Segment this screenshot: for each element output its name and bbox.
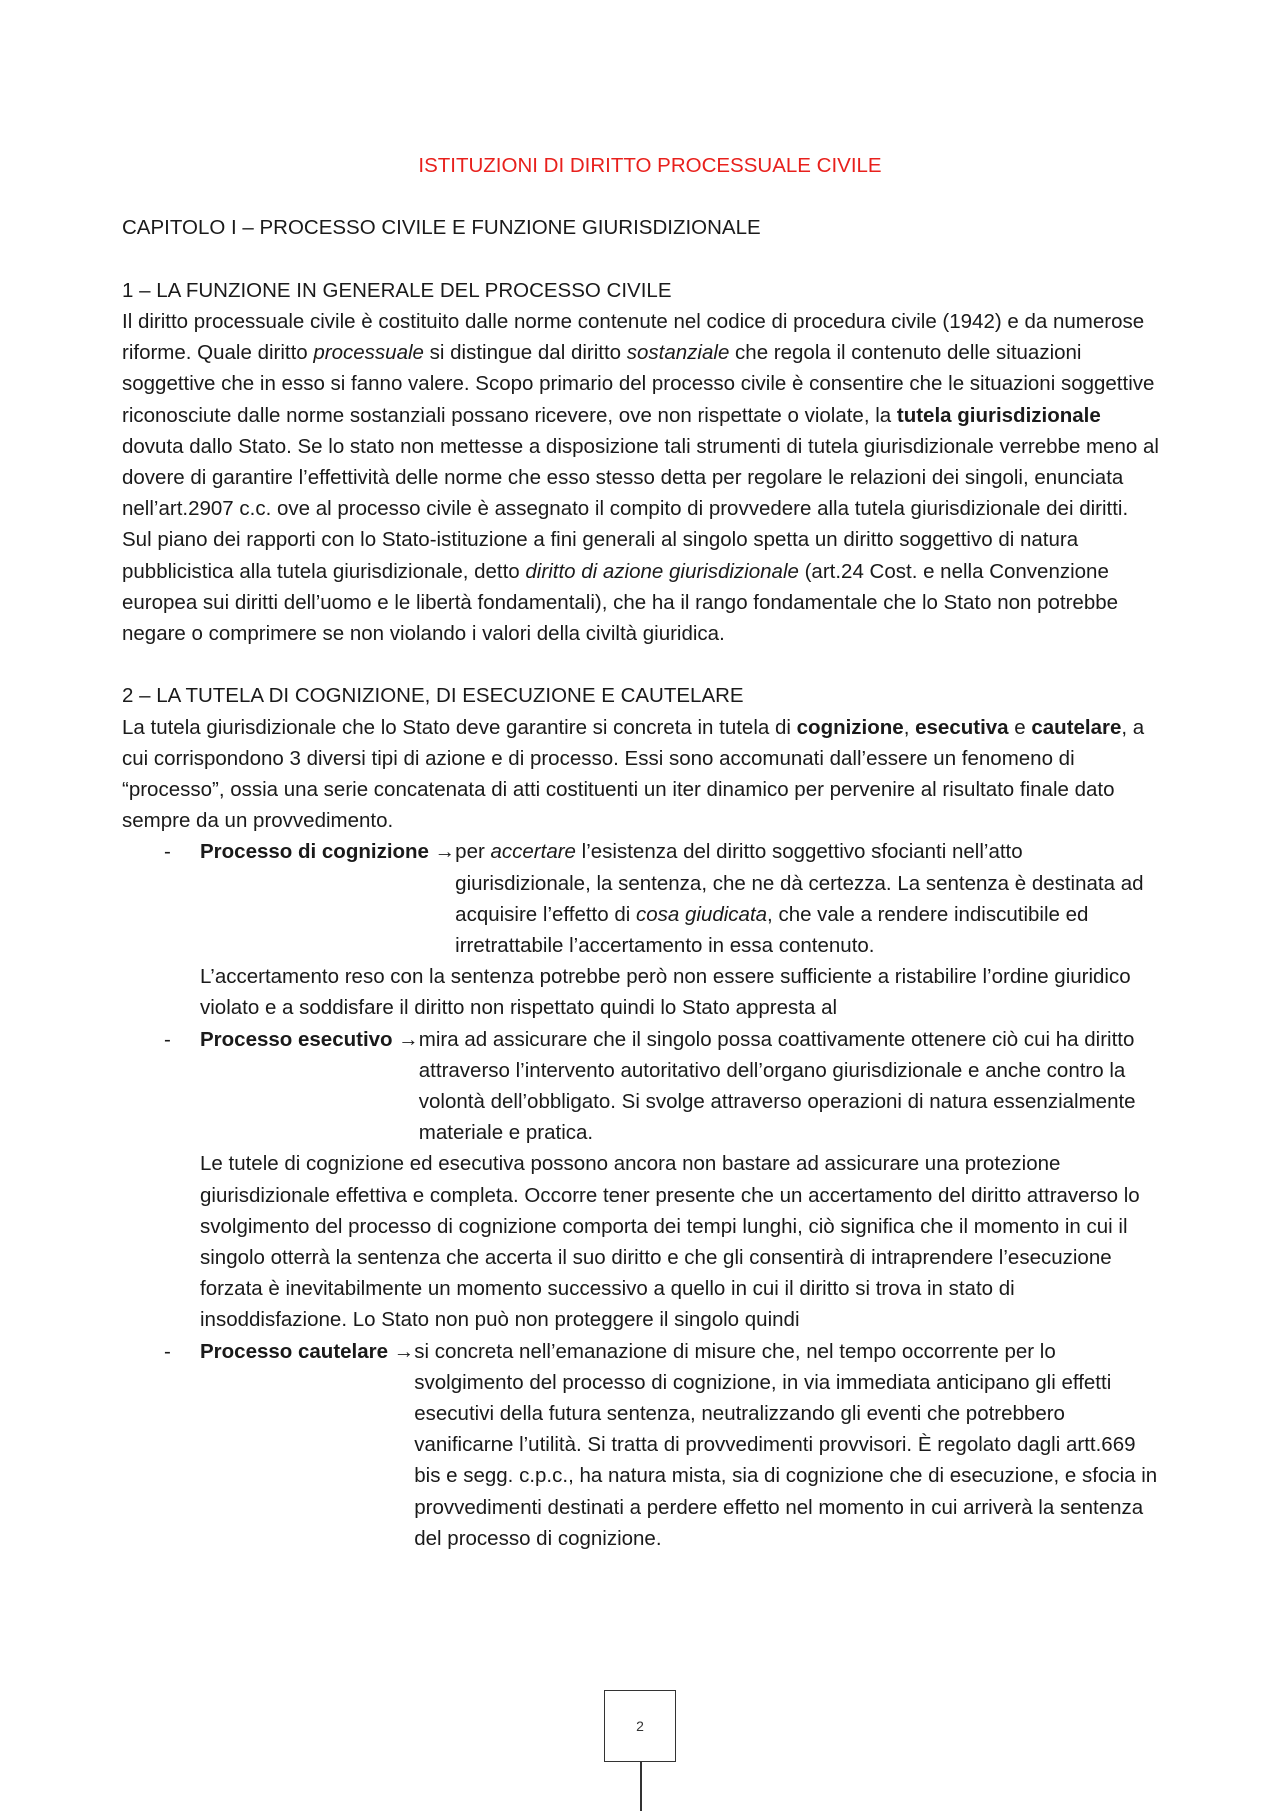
section-1-paragraph-1: Il diritto processuale civile è costituito dalle norme contenute nel codice di procedura civile (1942) e da numerose riforme. Quale diritto processuale si distingue dal diritto sostanziale che regola il contenuto delle situazioni soggettive che in esso si fanno valere. Scopo primario del processo civile è consentire che le situazioni soggettive riconosciute dalle norme sostanziali possano ricevere, ove non rispettate o violate, la tutela giurisdizionale dovuta dallo Stato. Se lo stato non mettesse a disposizione tali strumenti di tutela giurisdizionale verrebbe meno al dovere di garantire l’effettività delle norme che esso stesso detta per regolare le relazioni dei singoli, enunciata nell’art.2907 c.c. ove al processo civile è assegnato il compito di provvedere alla tutela giurisdizionale dei diritti.: [122, 309, 1159, 521]
document-body: [122, 150, 1162, 1554]
section-2-paragraph-1: La tutela giurisdizionale che lo Stato deve garantire si concreta in tutela di cognizione, esecutiva e cautelare, a cui corrispondono 3 diversi tipi di azione e di processo. Essi sono accomunati dall’essere un fenomeno di “processo”, ossia una serie concatenata di atti costituenti un iter dinamico per pervenire al risultato finale dato sempre da un provvedimento.: [122, 715, 1145, 833]
transition-paragraph-2: Le tutele di cognizione ed esecutiva possono ancora non bastare ad assicurare una protezione giurisdizionale effettiva e completa. Occorre tener presente che un accertamento del diritto attraverso lo svolgimento del processo di cognizione comporta dei tempi lunghi, ciò significa che il momento in cui il singolo otterrà la sentenza che accerta il suo diritto e che gli consentirà di intraprendere l’esecuzione forzata è inevitabilmente un momento successivo a quello in cui il diritto si trova in stato di insoddisfazione. Lo Stato non può non proteggere il singolo quindi: [200, 1152, 1140, 1332]
bullet-dash: -: [164, 840, 171, 864]
bullet-dash: -: [164, 1339, 171, 1363]
arrow-icon: →: [434, 840, 456, 864]
arrow-icon: →: [398, 1027, 419, 1051]
bullet-dash: -: [164, 1027, 171, 1051]
bullet-processo-cautelare: - Processo cautelare → si concreta nell’emanazione di misure che, nel tempo occorrente per lo svolgimento del processo di cognizione, in via immediata anticipano gli effetti esecutivi della futura sentenza, neutralizzando gli eventi che potrebbero vanificarne l’utilità. Si tratta di provvedimenti provvisori. È regolato dagli artt.669 bis e segg. c.p.c., ha natura mista, sia di cognizione che di esecuzione, e sfocia in provvedimenti destinati a perdere effetto nel momento in cui arriverà la sentenza del processo di cognizione.: [122, 1336, 1162, 1554]
bullet-processo-cognizione: - Processo di cognizione → per accertare l’esistenza del diritto soggettivo sfocianti nell’atto giurisdizionale, la sentenza, che ne dà certezza. La sentenza è destinata ad acquisire l’effetto di cosa giudicata, che vale a rendere indiscutibile ed irretrattabile l’accertamento in essa contenuto.: [122, 836, 1162, 961]
bullet-lead: Processo di cognizione: [200, 840, 429, 864]
page-number: 2: [636, 1718, 644, 1734]
page-number-connector-line: [640, 1762, 642, 1811]
arrow-icon: →: [393, 1339, 415, 1363]
section-1-heading: 1 – LA FUNZIONE IN GENERALE DEL PROCESSO CIVILE: [122, 278, 672, 302]
page-number-box: [604, 1690, 676, 1762]
bullet-processo-esecutivo: - Processo esecutivo → mira ad assicurare che il singolo possa coattivamente ottenere ciò cui ha diritto attraverso l’intervento autoritativo dell’organo giurisdizionale e anche contro la volontà dell’obbligato. Si svolge attraverso operazioni di natura essenzialmente materiale e pratica.: [122, 1024, 1162, 1149]
transition-paragraph-1: L’accertamento reso con la sentenza potrebbe però non essere sufficiente a ristabilire l’ordine giuridico violato e a soddisfare il diritto non rispettato quindi lo Stato appresta al: [200, 965, 1131, 1020]
section-1-paragraph-2: Sul piano dei rapporti con lo Stato-istituzione a fini generali al singolo spetta un diritto soggettivo di natura pubblicistica alla tutela giurisdizionale, detto diritto di azione giurisdizionale (art.24 Cost. e nella Convenzione europea sui diritti dell’uomo e le libertà fondamentali), che ha il rango fondamentale che lo Stato non potrebbe negare o comprimere se non violando i valori della civiltà giuridica.: [122, 528, 1119, 646]
section-2-heading: 2 – LA TUTELA DI COGNIZIONE, DI ESECUZIONE E CAUTELARE: [122, 684, 744, 708]
document-title: ISTITUZIONI DI DIRITTO PROCESSUALE CIVILE: [418, 154, 882, 177]
bullet-lead: Processo esecutivo: [200, 1027, 393, 1051]
bullet-lead: Processo cautelare: [200, 1339, 389, 1363]
chapter-heading: CAPITOLO I – PROCESSO CIVILE E FUNZIONE GIURISDIZIONALE: [122, 216, 761, 240]
